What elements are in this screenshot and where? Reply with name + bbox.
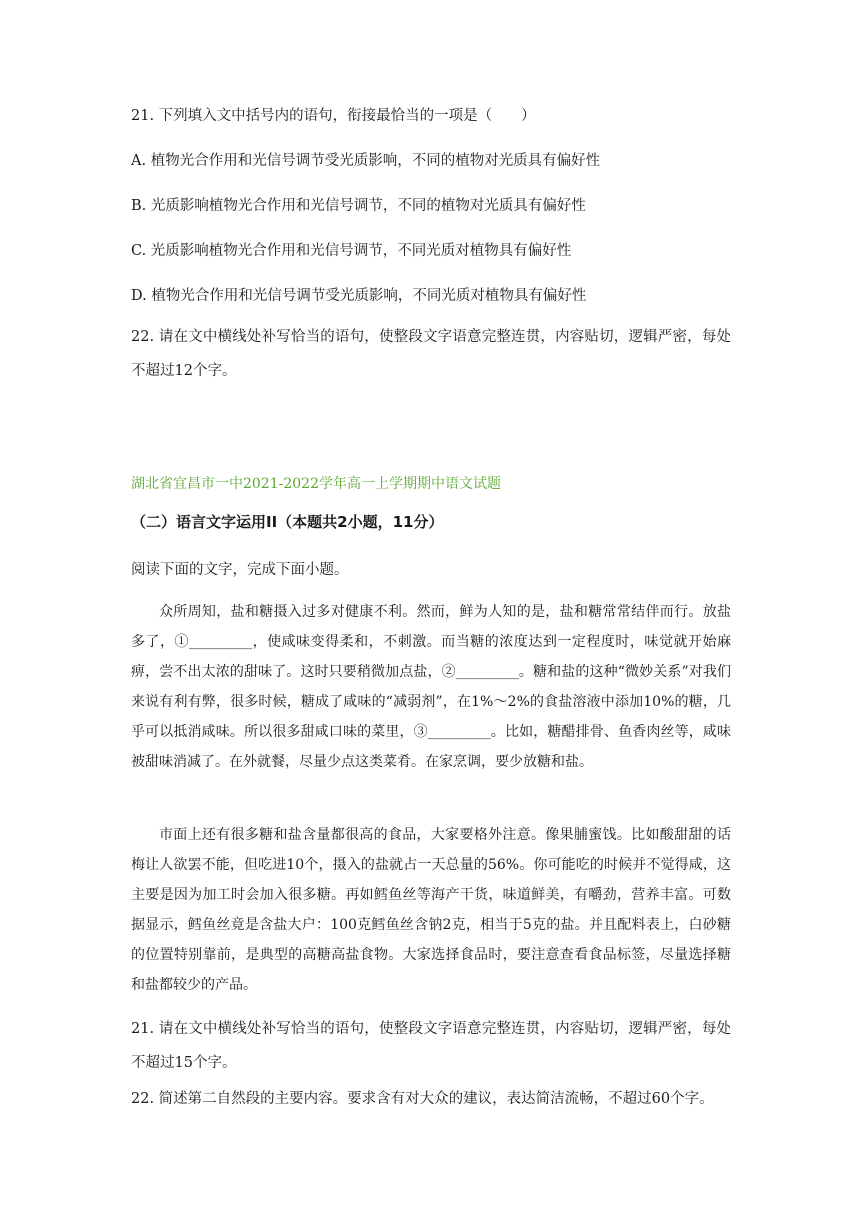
source-title: 湖北省宜昌市一中2021-2022学年高一上学期期中语文试题 [131,476,501,492]
option-a: A. 植物光合作用和光信号调节受光质影响，不同的植物对光质具有偏好性 [131,153,601,169]
passage-paragraph-1: 众所周知，盐和糖摄入过多对健康不利。然而，鲜为人知的是，盐和糖常常结伴而行。放盐多了，①_________，使咸味变得柔和，不刺激。而当糖的浓度达到一定程度时，味觉就开始麻痹，尝不出太浓的甜味了。这时只要稍微加点盐，②_________。糖和盐的这种“微妙关系”对我们来说有利有弊，很多时候，糖成了咸味的“减弱剂”，在1%～2%的食盐溶液中添加10%的糖，几乎可以抵消咸味。所以很多甜咸口味的菜里，③_________。比如，糖醋排骨、鱼香肉丝等，咸味被甜味消减了。在外就餐，尽量少点这类菜肴。在家烹调，要少放糖和盐。 [131,604,731,770]
option-c: C. 光质影响植物光合作用和光信号调节，不同光质对植物具有偏好性 [131,243,572,259]
question-22-stem: 22. 请在文中横线处补写恰当的语句，使整段文字语意完整连贯，内容贴切，逻辑严密，每处不超过12个字。 [131,329,731,379]
question-22-summary: 22. 简述第二自然段的主要内容。要求含有对大众的建议，表达简洁流畅，不超过60个字。 [131,1091,714,1107]
passage-paragraph-2: 市面上还有很多糖和盐含量都很高的食品，大家要格外注意。像果脯蜜饯。比如酸甜甜的话梅让人欲罢不能，但吃进10个，摄入的盐就占一天总量的56%。你可能吃的时候并不觉得咸，这主要是因为加工时会加入很多糖。再如鳕鱼丝等海产干货，味道鲜美，有嚼劲，营养丰富。可数据显示，鳕鱼丝竟是含盐大户：100克鳕鱼丝含钠2克，相当于5克的盐。并且配料表上，白砂糖的位置特别靠前，是典型的高糖高盐食物。大家选择食品时，要注意查看食品标签，尽量选择糖和盐都较少的产品。 [131,827,731,993]
option-d: D. 植物光合作用和光信号调节受光质影响，不同光质对植物具有偏好性 [131,288,587,304]
option-b: B. 光质影响植物光合作用和光信号调节，不同的植物对光质具有偏好性 [131,198,586,214]
section-title: （二）语言文字运用II（本题共2小题，11分） [131,513,444,531]
reading-instruction: 阅读下面的文字，完成下面小题。 [131,562,349,578]
question-21-fill: 21. 请在文中横线处补写恰当的语句，使整段文字语意完整连贯，内容贴切，逻辑严密，每处不超过15个字。 [131,1021,731,1071]
question-21-stem: 21. 下列填入文中括号内的语句，衔接最恰当的一项是（ ） [131,108,536,124]
